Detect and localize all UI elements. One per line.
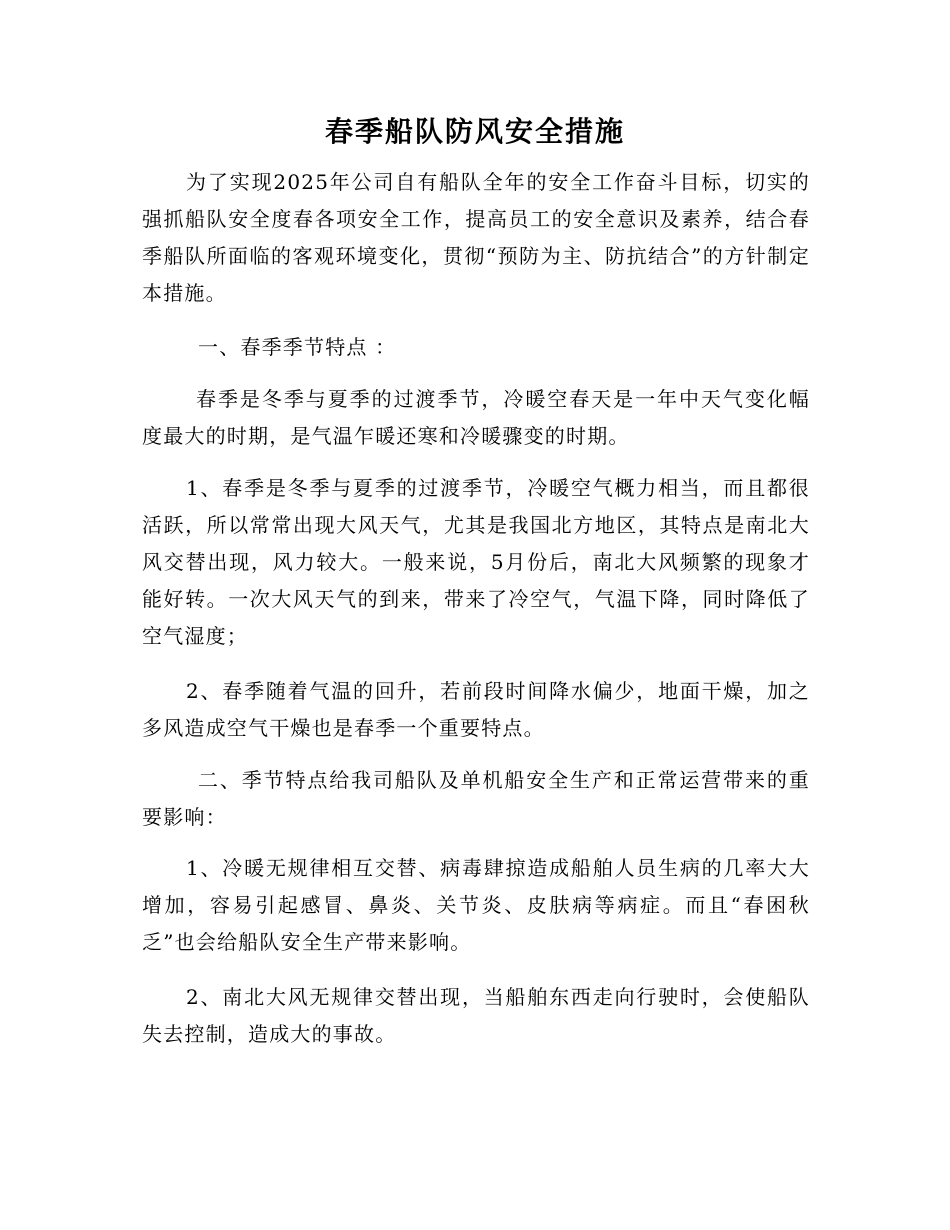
impact-2-paragraph: 2、南北大风无规律交替出现，当船舶东西走向行驶时，会使船队失去控制，造成大的事故。 — [142, 985, 810, 1046]
impact-1-paragraph: 1、冷暖无规律相互交替、病毒肆掠造成船舶人员生病的几率大大增加，容易引起感冒、鼻炎、关节炎、皮肤病等病症。而且“春困秋乏”也会给船队安全生产带来影响。 — [142, 856, 810, 954]
season-summary-paragraph: 春季是冬季与夏季的过渡季节，冷暖空春天是一年中天气变化幅度最大的时期，是气温乍暖还寒和冷暖骤变的时期。 — [142, 387, 810, 448]
document-title: 春季船队防风安全措施 — [324, 115, 625, 148]
point-2-paragraph: 2、春季随着气温的回升，若前段时间降水偏少，地面干燥，加之多风造成空气干燥也是春季一个重要特点。 — [142, 679, 810, 740]
section-heading-1: 一、春季季节特点 ： — [198, 335, 397, 359]
point-1-paragraph: 1、春季是冬季与夏季的过渡季节，冷暖空气概力相当，而且都很活跃，所以常常出现大风天气，尤其是我国北方地区，其特点是南北大风交替出现，风力较大。一般来说，5月份后，南北大风频繁的现象才能好转。一次大风天气的到来，带来了冷空气，气温下降，同时降低了空气湿度； — [142, 476, 810, 648]
intro-paragraph: 为了实现2025年公司自有船队全年的安全工作奋斗目标，切实的强抓船队安全度春各项安全工作，提高员工的安全意识及素养，结合春季船队所面临的客观环境变化，贯彻“预防为主、防抗结合”的方针制定本措施。 — [142, 170, 810, 305]
section-heading-2: 二、季节特点给我司船队及单机船安全生产和正常运营带来的重要影响： — [142, 768, 810, 829]
